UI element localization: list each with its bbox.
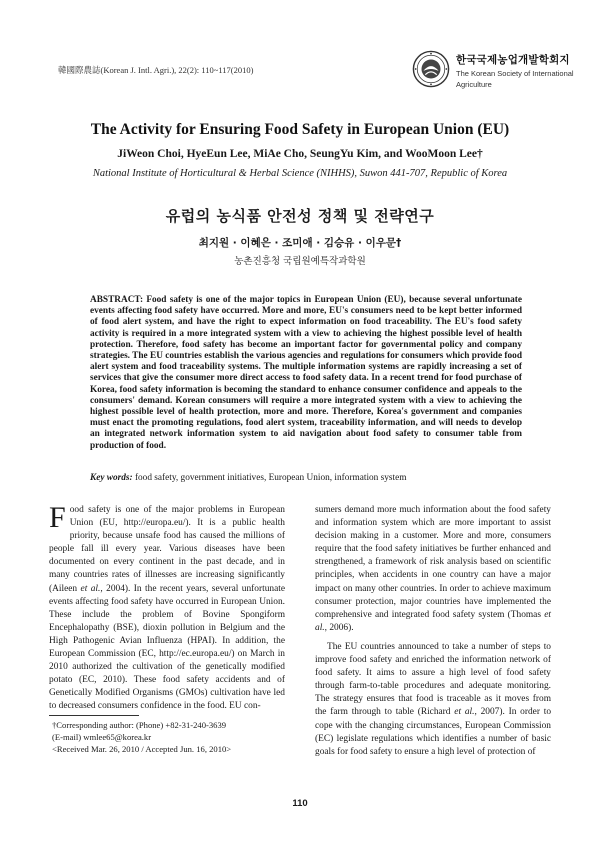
footnote-email: (E-mail) wmlee65@korea.kr: [52, 732, 152, 742]
body-paragraph: Food safety is one of the major problems in European Union (EU, http://europa.eu/). It is a public health priority, because unsafe food has caused the millions of people fall ill every year. Various diseases have been documented on every continent in the past decade, and in many countries rates of illnesses are increasing significantly (Aileen et al., 2004). In the recent years, several unfortunate events affecting food safety have occurred in European Union. These include the problem of Bovine Spongiform Encephalopathy (BSE), dioxin pollution in Belgium and the High Pathogenic Avian Influenza (HPAI). In addition, the European Commission (EC, http://ec.europa.eu/) on March in 2010 authorized the cultivation of the genetically modified potato (EC, 2010). These food safety accidents and of Genetically Modified Organisms (GMOs) cultivation have led to decreased consumers confidence in the food. EU con-: [49, 501, 285, 712]
keywords-text: food safety, government initiatives, European Union, information system: [134, 473, 407, 483]
society-name-english-line1: The Korean Society of International: [456, 69, 574, 78]
article-title: The Activity for Ensuring Food Safety in European Union (EU): [90, 121, 510, 138]
society-name-korean: 한국국제농업개발학회지: [456, 54, 570, 66]
abstract-text: Food safety is one of the major topics in European Union (EU), because several unfortunate events affecting food safety have occurred. More and more, EU's consumers need to be kept better informed of food alert system, and have the right to expect information on food traceability. The EU's food safety activity is required in a more integrated system with a view to achieving the highest possible level of health protection. Therefore, food safety has become an important factor for governmental policy and company strategies. The EU countries establish the various agencies and regulations for consumers which provide food alert system and food traceability systems. The multiple information systems are rapidly increasing a set of services that give the consumer more direct access to food safety data. In a recent trend for food purchase of Korea, food safety information is becoming the standard to enhance consumer confidence and appeals to the consumers' demand. Korean consumers will require a more integrated system with a view to achieving the highest possible level of health protection, more and more. Therefore, Korea's government and companies must enact the promoting regulations, food alert system, traceability information, and will needs to develop an integrated network information system to aid navigation about food safety to consumer table from production of food.: [90, 295, 522, 451]
society-seal-icon: [412, 50, 450, 88]
abstract: [90, 295, 522, 452]
article-authors: JiWeon Choi, HyeEun Lee, MiAe Cho, SeungYu Kim, and WooMoon Lee†: [117, 148, 483, 160]
society-name: [456, 50, 574, 89]
footnote-received-date: <Received Mar. 26, 2010 / Accepted Jun. 16, 2010>: [52, 744, 232, 754]
article-affiliation-korean: 농촌진흥청 국립원예특작과학원: [234, 256, 366, 267]
article-affiliation: National Institute of Horticultural & Herbal Science (NIHHS), Suwon 441-707, Republic of Korea: [92, 168, 508, 179]
page-number: 110: [292, 798, 308, 809]
article-title-korean: 유럽의 농식품 안전성 정책 및 전략연구: [165, 207, 435, 225]
body-column-right: [315, 504, 551, 759]
society-header: [412, 50, 574, 89]
body-paragraph: sumers demand more much information about the food safety and information system which are more important to assist decision making in a customer. More and more, consumers require that the food safety initiatives be further enhanced and strengthened, a framework of risk analysis based on scientific principles, when accidents in one country can have a major impact on many other countries. In order to achieve maximum consumer protection, major countries have implemented the comprehensive and integrated food safety system (Thomas et al., 2006).: [315, 505, 551, 633]
footnote: [52, 719, 288, 755]
article-authors-korean: 최지원 · 이혜은 · 조미애 · 김승유 · 이우문†: [198, 237, 402, 249]
keywords: [90, 473, 522, 484]
footnote-corresponding-author: †Corresponding author: (Phone) +82-31-240-3639: [52, 720, 227, 730]
journal-reference: 韓國際農誌(Korean J. Intl. Agri.), 22(2): 110~117(2010): [58, 65, 254, 75]
drop-cap: F: [49, 501, 66, 534]
society-name-english-line2: Agriculture: [456, 80, 492, 89]
body-paragraph: The EU countries announced to take a number of steps to improve food safety and enriched the information network of food safety. It aims to assure a high level of food safety through farm-to-table procedures and adequate monitoring. The strategy ensures that food is traceable as it moves from the farm through to table (Richard et al., 2007). In order to cope with the changing circumstances, European Commission (EC) legislate regulations which identifies a number of basic goals for food safety to ensure a high level of protection of: [315, 641, 552, 757]
abstract-label: ABSTRACT:: [90, 295, 144, 305]
keywords-label: Key words:: [90, 473, 133, 483]
body-column-left: [49, 501, 285, 714]
footnote-rule: [49, 715, 139, 716]
